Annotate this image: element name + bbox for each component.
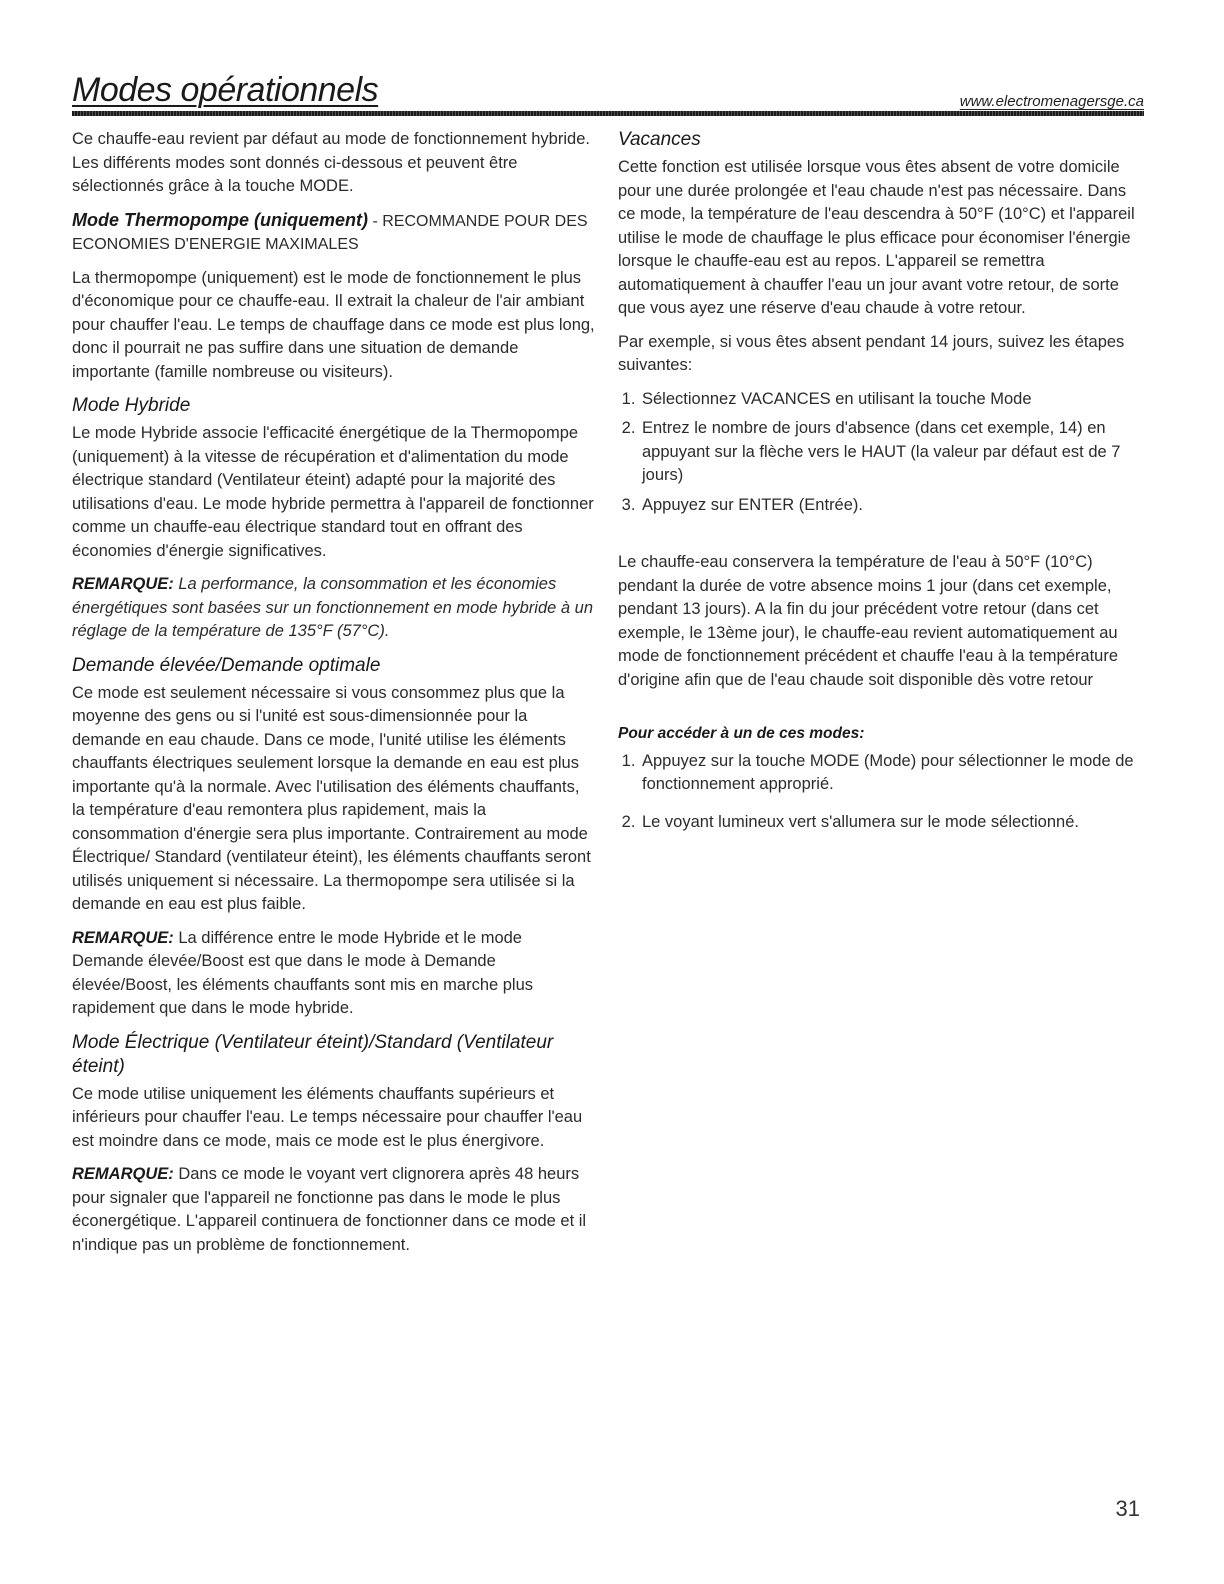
hybrid-remark: [72, 573, 596, 644]
page-number: 31: [1115, 1496, 1140, 1521]
website-url: www.electromenagersge.ca: [959, 93, 1144, 110]
thermo-heading-title: Mode Thermopompe (uniquement): [72, 209, 368, 230]
vacation-after: Le chauffe-eau conservera la température de l'eau à 50°F (10°C) pendant la durée de votre absence moins 1 jour (dans cet exemple, pendant 13 jours). A la fin du jour précédent votre retour (dans cet exemple, le 13ème jour), le chauffe-eau revient automatiquement au mode de fonctionnement précédent et chauffe l'eau à la température d'origine afin que de l'eau chaude soit disponible dès votre retour: [618, 553, 1119, 689]
remark-text: La différence entre le mode Hybride et le mode Demande élevée/Boost est que dans le mode à Demande élevée/Boost, les éléments chauffants sont mis en marche plus rapidement que dans le mode hybride.: [72, 928, 534, 1017]
vacation-body: Cette fonction est utilisée lorsque vous êtes absent de votre domicile pour une durée prolongée et l'eau chaude n'est pas nécessaire. Dans ce mode, la température de l'eau descendra à 50°F (10°C) et l'appareil utilise le mode de chauffage le plus efficace pour économiser l'énergie lorsque le chauffe-eau est au repos. L'appareil se remettra automatiquement à chauffer l'eau un jour avant votre retour, de sorte que vous ayez une réserve d'eau chaude à votre retour.: [618, 158, 1135, 317]
remark-text: La performance, la consommation et les économies énergétiques sont basées sur un fonctionnement en mode hybride à un réglage de la température de 135°F (57°C).: [72, 575, 594, 640]
list-item: 2. Le voyant lumineux vert s'allumera sur le mode sélectionné.: [640, 811, 1146, 835]
demand-remark: [72, 927, 596, 1021]
vacation-example: Par exemple, si vous êtes absent pendant 14 jours, suivez les étapes suivantes:: [618, 332, 1125, 374]
hybrid-body: Le mode Hybride associe l'efficacité énergétique de la Thermopompe (uniquement) à la vitesse de récupération et d'alimentation du mode électrique standard (Ventilateur éteint) adapté pour la majorité des utilisations d'eau. Le mode hybride permettra à l'appareil de fonctionner comme un chauffe-eau électrique standard tout en offrant des économies d'énergie significatives.: [72, 424, 594, 560]
hybrid-heading: Mode Hybride: [72, 395, 191, 416]
remark-label: REMARQUE:: [72, 575, 174, 593]
electric-body: Ce mode utilise uniquement les éléments chauffants supérieurs et inférieurs pour chauffer l'eau. Le temps nécessaire pour chauffer l'eau est moindre dans ce mode, mais ce mode est le plus énergivore.: [72, 1084, 583, 1150]
access-steps: [618, 750, 1146, 835]
demand-heading: Demande élevée/Demande optimale: [72, 654, 381, 676]
electric-heading: Mode Électrique (Ventilateur éteint)/Standard (Ventilateur éteint): [72, 1031, 554, 1077]
left-column: [72, 128, 596, 1267]
list-item: 2. Entrez le nombre de jours d'absence (dans cet exemple, 14) en appuyant sur la flèche vers le HAUT (la valeur par défaut est de 7 jours): [640, 417, 1146, 488]
intro-paragraph: Ce chauffe-eau revient par défaut au mode de fonctionnement hybride. Les différents modes sont donnés ci-dessous et peuvent être sélectionnés grâce à la touche MODE.: [72, 130, 590, 195]
remark-label: REMARQUE:: [72, 928, 174, 947]
vacation-steps: [618, 388, 1146, 518]
electric-remark: [72, 1163, 596, 1257]
list-item: 1. Appuyez sur la touche MODE (Mode) pour sélectionner le mode de fonctionnement approprié.: [640, 750, 1146, 797]
remark-label: REMARQUE:: [72, 1165, 174, 1183]
list-item: 3. Appuyez sur ENTER (Entrée).: [640, 494, 1146, 518]
demand-body: Ce mode est seulement nécessaire si vous consommez plus que la moyenne des gens ou si l'unité est sous-dimensionnée pour la demande en eau chaude. Dans ce mode, l'unité utilise les éléments chauffants électriques seulement lorsque la demande en eau est plus importante qu'à la normale. Avec l'utilisation des éléments chauffants, la température d'eau remontera plus rapidement, mais la consommation d'énergie sera plus importante. Contrairement au mode Électrique/ Standard (ventilateur éteint), les éléments chauffants seront utilisés uniquement si nécessaire. La thermopompe sera utilisée si la demande en eau est plus faible.: [72, 683, 591, 913]
thermo-body: La thermopompe (uniquement) est le mode de fonctionnement le plus d'économique pour ce chauffe-eau. Il extrait la chaleur de l'air ambiant pour chauffer l'eau. Le temps de chauffage dans ce mode est plus long, donc il pourrait ne pas suffire dans une situation de demande importante (famille nombreuse ou visiteurs).: [72, 268, 595, 381]
thermo-heading: [72, 209, 596, 257]
page-title: Modes opérationnels: [72, 71, 379, 109]
thermo-heading-suffix: - RECOMMANDE POUR DES ECONOMIES D'ENERGIE MAXIMALES: [72, 212, 588, 253]
right-column: [618, 128, 1146, 846]
list-item: 1. Sélectionnez VACANCES en utilisant la touche Mode: [640, 388, 1146, 412]
access-heading: Pour accéder à un de ces modes:: [618, 725, 865, 742]
page-header: [72, 72, 1144, 116]
remark-text: Dans ce mode le voyant vert clignorera après 48 heurs pour signaler que l'appareil ne fonctionne pas dans le mode le plus éconergétique. L'appareil continuera de fonctionner dans ce mode et il n'indique pas un problème de fonctionnement.: [72, 1165, 587, 1254]
vacation-heading: Vacances: [618, 129, 701, 150]
header-rule: [72, 111, 1144, 116]
